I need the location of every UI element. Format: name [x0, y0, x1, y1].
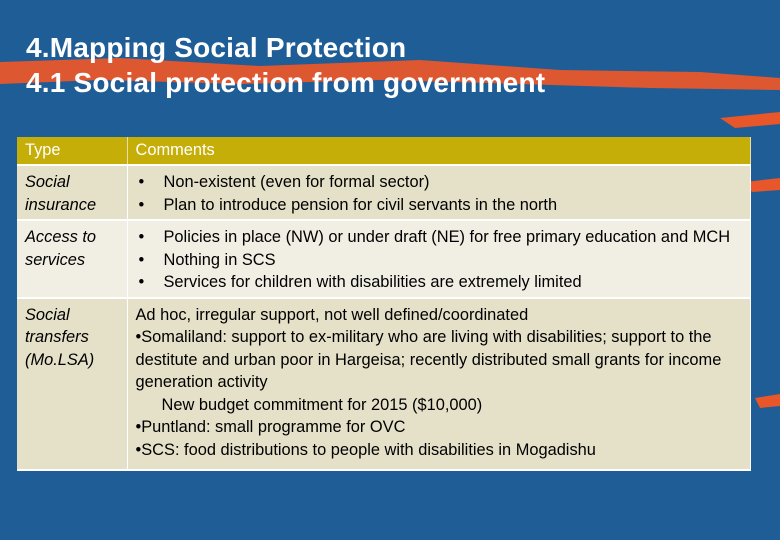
social-protection-table [17, 137, 751, 471]
list-item: • Services for children with disabilities are extremely limited [136, 271, 746, 294]
comments-cell [127, 298, 750, 471]
table-row-access-to-services [17, 220, 750, 298]
list-item: • Plan to introduce pension for civil servants in the north [136, 194, 746, 217]
comment-line: Ad hoc, irregular support, not well defined/coordinated [135, 305, 529, 324]
comment-line: •SCS: food distributions to people with disabilities in Mogadishu [135, 440, 596, 459]
bullet-glyph: • [138, 228, 145, 246]
list-item: • Policies in place (NW) or under draft (NE) for free primary education and MCH [136, 226, 746, 249]
comments-cell [127, 165, 750, 220]
slide-title-line-1: 4.Mapping Social Protection [26, 32, 407, 63]
table-row-social-insurance [17, 165, 750, 220]
list-item: • Nothing in SCS [136, 249, 746, 272]
type-cell: Access to services [17, 220, 127, 298]
slide-title [26, 30, 545, 100]
bullet-glyph: • [138, 173, 145, 191]
header-type: Type [17, 137, 127, 165]
table-header-row [17, 137, 750, 165]
comment-line: •Puntland: small programme for OVC [135, 418, 406, 436]
comment-line: New budget commitment for 2015 ($10,000) [161, 395, 483, 414]
comments-cell [127, 220, 750, 298]
bullet-glyph: • [138, 195, 145, 214]
header-comments: Comments [127, 137, 750, 165]
bullet-glyph: • [138, 273, 145, 291]
comment-line: •Somaliland: support to ex-military who are living with disabilities; support to the destitute and urban poor in Hargeisa; recently distributed small grants for income generation activity [135, 328, 722, 391]
type-cell: Social insurance [17, 165, 127, 220]
table-row-social-transfers [17, 298, 750, 471]
bullet-glyph: • [138, 250, 145, 269]
list-item: • Non-existent (even for formal sector) [136, 171, 746, 194]
type-cell: Social transfers (Mo.LSA) [17, 298, 127, 471]
slide-title-line-2: 4.1 Social protection from government [26, 67, 546, 98]
